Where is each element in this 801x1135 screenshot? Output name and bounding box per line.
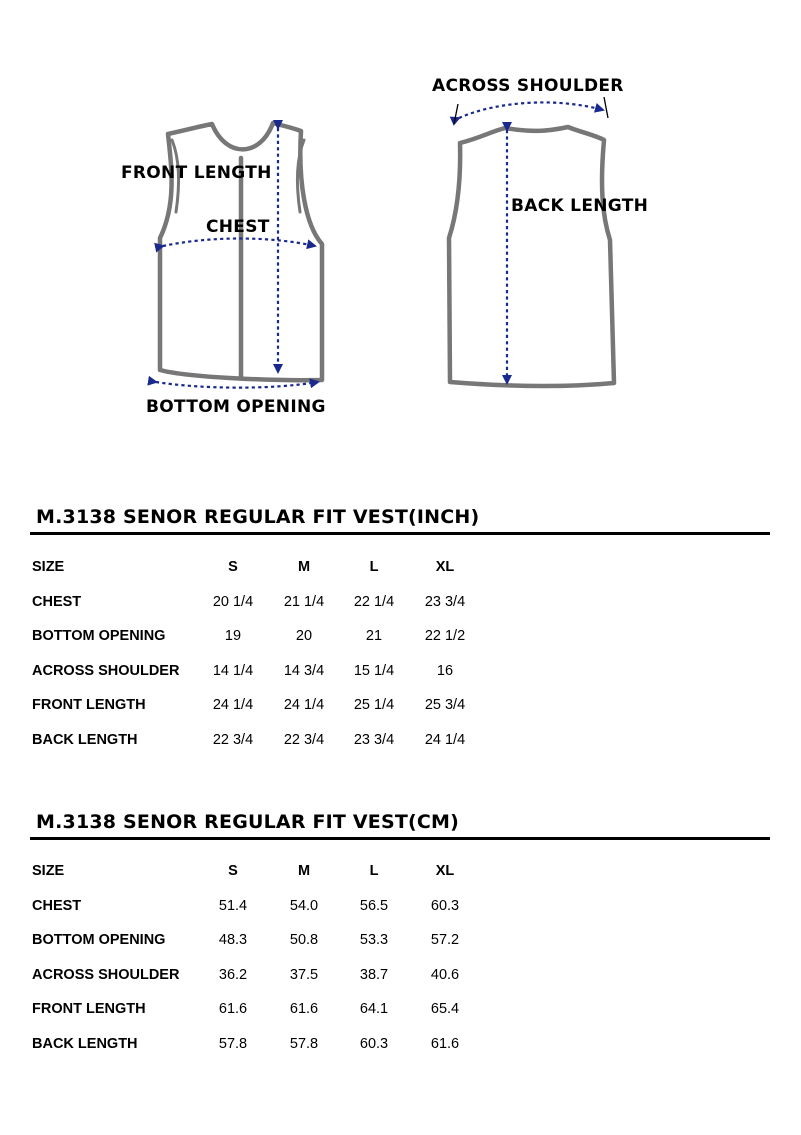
table-row bbox=[0, 594, 801, 614]
cell: 25 3/4 bbox=[424, 697, 466, 714]
cell: 56.5 bbox=[359, 897, 389, 914]
front-vest bbox=[160, 123, 322, 380]
header-xl: XL bbox=[435, 863, 455, 879]
cell: 48.3 bbox=[218, 932, 248, 949]
header-s: S bbox=[228, 559, 238, 575]
inch-table-title: M.3138 SENOR REGULAR FIT VEST(INCH) bbox=[36, 506, 480, 528]
table-header-row bbox=[0, 863, 801, 883]
header-l: L bbox=[369, 559, 379, 575]
header-xl: XL bbox=[435, 559, 455, 575]
cell: 20 bbox=[295, 628, 313, 645]
cell: 16 bbox=[436, 662, 454, 679]
across-shoulder-label: ACROSS SHOULDER bbox=[432, 76, 624, 96]
table-header-row bbox=[0, 559, 801, 579]
cell: 57.8 bbox=[289, 1036, 319, 1052]
row-label: CHEST bbox=[32, 593, 82, 610]
cell: 60.3 bbox=[359, 1036, 389, 1052]
cell: 51.4 bbox=[218, 897, 248, 914]
inch-table-rule bbox=[30, 532, 770, 535]
table-row bbox=[0, 663, 801, 683]
cell: 36.2 bbox=[218, 966, 248, 983]
bottom-opening-label: BOTTOM OPENING bbox=[146, 397, 326, 417]
back-length-label: BACK LENGTH bbox=[511, 196, 649, 216]
row-label: BOTTOM OPENING bbox=[32, 932, 166, 949]
cell: 21 1/4 bbox=[283, 593, 325, 610]
cell: 61.6 bbox=[218, 1001, 248, 1018]
cell: 60.3 bbox=[430, 897, 460, 914]
cell: 19 bbox=[224, 628, 242, 645]
header-size: SIZE bbox=[32, 559, 65, 575]
cell: 38.7 bbox=[359, 966, 389, 983]
row-label: FRONT LENGTH bbox=[32, 697, 146, 714]
row-label: ACROSS SHOULDER bbox=[32, 662, 180, 679]
back-vest bbox=[449, 127, 614, 386]
row-label: BACK LENGTH bbox=[32, 732, 138, 748]
cell: 64.1 bbox=[359, 1001, 389, 1018]
vest-illustration bbox=[0, 0, 801, 470]
cell: 61.6 bbox=[430, 1036, 460, 1052]
bottom-opening-arrow bbox=[156, 382, 318, 388]
cell: 20 1/4 bbox=[212, 593, 254, 610]
measurement-diagram bbox=[0, 0, 801, 470]
cell: 22 3/4 bbox=[283, 732, 325, 748]
cell: 65.4 bbox=[430, 1001, 460, 1018]
table-row bbox=[0, 732, 801, 752]
cell: 14 3/4 bbox=[283, 662, 325, 679]
measurement-arrows bbox=[156, 102, 603, 387]
cell: 57.8 bbox=[218, 1036, 248, 1052]
table-row bbox=[0, 932, 801, 952]
cell: 24 1/4 bbox=[212, 697, 254, 714]
cell: 23 3/4 bbox=[353, 732, 395, 748]
cell: 57.2 bbox=[430, 932, 460, 949]
cell: 37.5 bbox=[289, 966, 319, 983]
cell: 14 1/4 bbox=[212, 662, 254, 679]
cell: 24 1/4 bbox=[283, 697, 325, 714]
row-label: ACROSS SHOULDER bbox=[32, 966, 180, 983]
table-row bbox=[0, 628, 801, 648]
cell: 50.8 bbox=[289, 932, 319, 949]
cm-table-title: M.3138 SENOR REGULAR FIT VEST(CM) bbox=[36, 811, 460, 833]
across-shoulder-arrow bbox=[459, 102, 603, 118]
table-row bbox=[0, 1001, 801, 1021]
header-size: SIZE bbox=[32, 863, 65, 879]
cm-table-rule bbox=[30, 837, 770, 840]
cell: 15 1/4 bbox=[353, 662, 395, 679]
cell: 53.3 bbox=[359, 932, 389, 949]
header-m: M bbox=[297, 863, 311, 879]
row-label: FRONT LENGTH bbox=[32, 1001, 146, 1018]
table-row bbox=[0, 967, 801, 987]
table-row bbox=[0, 898, 801, 918]
cell: 21 bbox=[365, 628, 383, 645]
cell: 61.6 bbox=[289, 1001, 319, 1018]
table-row bbox=[0, 697, 801, 717]
header-s: S bbox=[228, 863, 238, 879]
front-length-label: FRONT LENGTH bbox=[121, 163, 272, 183]
row-label: BOTTOM OPENING bbox=[32, 628, 166, 645]
table-row bbox=[0, 1036, 801, 1056]
row-label: CHEST bbox=[32, 897, 82, 914]
cell: 25 1/4 bbox=[353, 697, 395, 714]
cell: 54.0 bbox=[289, 897, 319, 914]
cell: 23 3/4 bbox=[424, 593, 466, 610]
header-m: M bbox=[297, 559, 311, 575]
chest-label: CHEST bbox=[206, 217, 270, 237]
cell: 24 1/4 bbox=[424, 732, 466, 748]
cell: 40.6 bbox=[430, 966, 460, 983]
row-label: BACK LENGTH bbox=[32, 1036, 138, 1052]
cell: 22 3/4 bbox=[212, 732, 254, 748]
cell: 22 1/2 bbox=[424, 628, 466, 645]
cell: 22 1/4 bbox=[353, 593, 395, 610]
header-l: L bbox=[369, 863, 379, 879]
